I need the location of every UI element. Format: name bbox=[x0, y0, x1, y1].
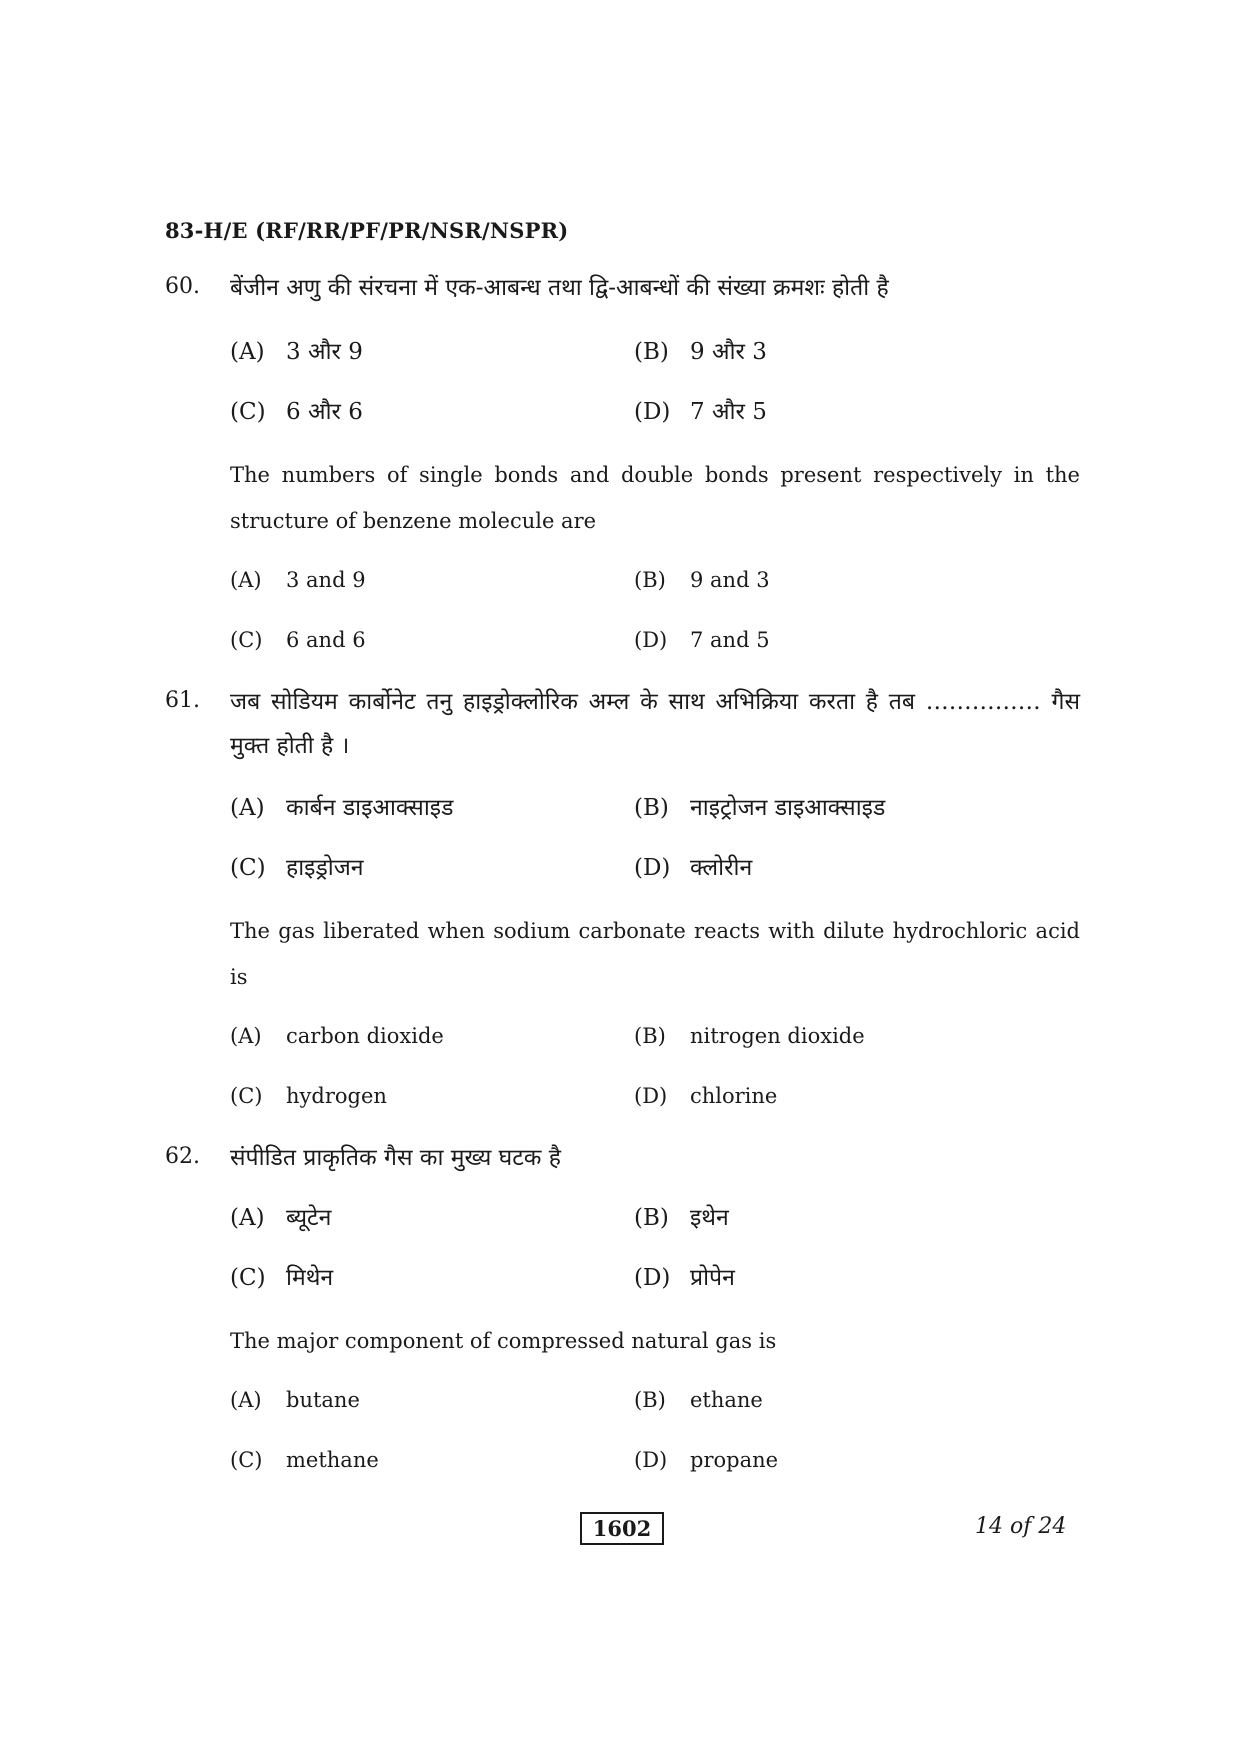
option-english-b bbox=[634, 1024, 865, 1048]
option-text: 9 और 3 bbox=[690, 339, 767, 365]
option-label: (D) bbox=[634, 855, 671, 881]
option-label: (D) bbox=[634, 1448, 668, 1472]
option-text: carbon dioxide bbox=[286, 1024, 444, 1048]
option-label: (B) bbox=[634, 1388, 666, 1412]
option-text: कार्बन डाइआक्साइड bbox=[286, 795, 454, 821]
option-label: (A) bbox=[230, 1205, 265, 1231]
option-hindi-c bbox=[230, 1260, 333, 1292]
option-english-a bbox=[230, 568, 366, 592]
option-text: 3 and 9 bbox=[286, 568, 366, 592]
question-text-hindi: संपीडित प्राकृतिक गैस का मुख्य घटक है bbox=[230, 1145, 561, 1171]
question-number: 60. bbox=[165, 274, 200, 299]
option-label: (C) bbox=[230, 1265, 266, 1291]
option-label: (B) bbox=[634, 339, 669, 365]
page-number: 14 of 24 bbox=[975, 1514, 1067, 1539]
question-text-english: The numbers of single bonds and double bonds present respectively in the structure of benzene molecule are bbox=[230, 463, 1080, 533]
option-label: (C) bbox=[230, 855, 266, 881]
option-english-d bbox=[634, 1084, 777, 1108]
option-text: 6 और 6 bbox=[286, 399, 363, 425]
option-english-c bbox=[230, 1448, 379, 1472]
option-text: nitrogen dioxide bbox=[690, 1024, 865, 1048]
option-label: (C) bbox=[230, 1084, 263, 1108]
option-text: इथेन bbox=[690, 1205, 729, 1231]
option-text: नाइट्रोजन डाइआक्साइड bbox=[690, 795, 886, 821]
option-label: (A) bbox=[230, 339, 265, 365]
option-hindi-d bbox=[634, 394, 767, 426]
question-number: 62. bbox=[165, 1144, 200, 1169]
option-label: (D) bbox=[634, 399, 671, 425]
option-english-b bbox=[634, 568, 770, 592]
option-hindi-a bbox=[230, 1200, 331, 1232]
option-hindi-d bbox=[634, 850, 752, 882]
option-text: 6 and 6 bbox=[286, 628, 366, 652]
option-hindi-a bbox=[230, 790, 453, 822]
option-label: (A) bbox=[230, 1024, 262, 1048]
option-english-d bbox=[634, 628, 770, 652]
option-text: हाइड्रोजन bbox=[286, 855, 364, 881]
option-label: (A) bbox=[230, 795, 265, 821]
option-text: ethane bbox=[690, 1388, 763, 1412]
option-text: क्लोरीन bbox=[690, 855, 753, 881]
option-english-d bbox=[634, 1448, 778, 1472]
option-text: 7 और 5 bbox=[690, 399, 767, 425]
question-text-hindi: जब सोडियम कार्बोनेट तनु हाइड्रोक्लोरिक अम्ल के साथ अभिक्रिया करता है तब …………… गैस मुक्त होती है । bbox=[230, 689, 1080, 759]
question-text-english: The major component of compressed natural gas is bbox=[230, 1329, 777, 1353]
option-english-c bbox=[230, 628, 366, 652]
option-label: (C) bbox=[230, 399, 266, 425]
option-english-a bbox=[230, 1388, 360, 1412]
option-hindi-b bbox=[634, 790, 885, 822]
question-text-hindi: बेंजीन अणु की संरचना में एक-आबन्ध तथा द्वि-आबन्धों की संख्या क्रमशः होती है bbox=[230, 275, 889, 301]
option-label: (B) bbox=[634, 1024, 666, 1048]
option-label: (B) bbox=[634, 1205, 669, 1231]
option-text: प्रोपेन bbox=[690, 1265, 735, 1291]
option-text: butane bbox=[286, 1388, 360, 1412]
question-number: 61. bbox=[165, 688, 200, 713]
option-english-b bbox=[634, 1388, 763, 1412]
option-hindi-d bbox=[634, 1260, 735, 1292]
option-label: (D) bbox=[634, 1265, 671, 1291]
option-text: chlorine bbox=[690, 1084, 778, 1108]
option-text: hydrogen bbox=[286, 1084, 387, 1108]
option-hindi-c bbox=[230, 394, 363, 426]
option-text: propane bbox=[690, 1448, 779, 1472]
option-hindi-b bbox=[634, 334, 767, 366]
option-label: (B) bbox=[634, 568, 666, 592]
option-text: 9 and 3 bbox=[690, 568, 770, 592]
option-english-a bbox=[230, 1024, 444, 1048]
option-hindi-a bbox=[230, 334, 363, 366]
option-text: 7 and 5 bbox=[690, 628, 770, 652]
option-label: (C) bbox=[230, 628, 263, 652]
option-label: (D) bbox=[634, 1084, 668, 1108]
option-text: methane bbox=[286, 1448, 379, 1472]
option-english-c bbox=[230, 1084, 387, 1108]
option-hindi-b bbox=[634, 1200, 729, 1232]
option-text: मिथेन bbox=[286, 1265, 334, 1291]
option-text: 3 और 9 bbox=[286, 339, 363, 365]
option-label: (A) bbox=[230, 1388, 262, 1412]
option-label: (B) bbox=[634, 795, 669, 821]
paper-code-header: 83-H/E (RF/RR/PF/PR/NSR/NSPR) bbox=[165, 218, 569, 243]
option-label: (A) bbox=[230, 568, 262, 592]
question-text-english: The gas liberated when sodium carbonate reacts with dilute hydrochloric acid is bbox=[230, 919, 1080, 989]
option-hindi-c bbox=[230, 850, 364, 882]
booklet-code-box: 1602 bbox=[580, 1512, 664, 1545]
option-text: ब्यूटेन bbox=[286, 1205, 332, 1231]
option-label: (D) bbox=[634, 628, 668, 652]
option-label: (C) bbox=[230, 1448, 263, 1472]
